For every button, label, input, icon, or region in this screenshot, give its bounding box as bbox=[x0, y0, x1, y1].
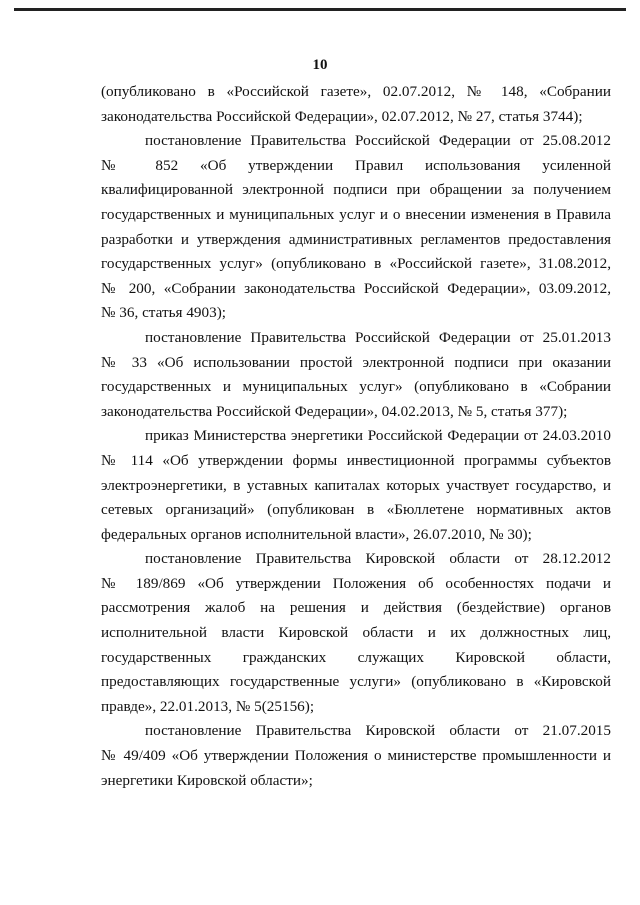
text-line: постановление Правительства Кировской области от 21.07.2015 bbox=[145, 722, 611, 740]
text-line: федеральных органов исполнительной власти», 26.07.2010, № 30); bbox=[101, 525, 532, 543]
text-line: законодательства Российской Федерации», 02.07.2012, № 27, статья 3744); bbox=[101, 107, 583, 125]
text-line: рассмотрения жалоб на решения и действия (бездействие) органов bbox=[101, 599, 611, 617]
text-line: (опубликовано в «Российской газете», 02.07.2012, № 148, «Собрании bbox=[101, 83, 611, 100]
text-line: постановление Правительства Кировской области от 28.12.2012 bbox=[145, 550, 611, 568]
text-line: № 49/409 «Об утверждении Положения о министерстве промышленности и bbox=[101, 747, 611, 765]
text-line: электроэнергетики, в уставных капиталах которых участвует государство, и bbox=[101, 476, 611, 494]
text-line: энергетики Кировской области»; bbox=[101, 771, 313, 789]
text-line: государственных и муниципальных услуг» (опубликовано в «Собрании bbox=[101, 378, 611, 396]
text-line: правде», 22.01.2013, № 5(25156); bbox=[101, 697, 315, 715]
paragraph bbox=[101, 326, 611, 424]
document-body bbox=[101, 80, 611, 793]
text-line: № 200, «Собрании законодательства Российской Федерации», 03.09.2012, bbox=[101, 279, 611, 297]
top-border-line bbox=[14, 8, 626, 11]
text-line: № 114 «Об утверждении формы инвестиционной программы субъектов bbox=[101, 451, 611, 469]
text-line: законодательства Российской Федерации», 04.02.2013, № 5, статья 377); bbox=[101, 402, 568, 420]
text-line: исполнительной власти Кировской области и их должностных лиц, bbox=[101, 624, 611, 642]
text-line: разработки и утверждения административных регламентов предоставления bbox=[101, 230, 611, 248]
text-line: квалифицированной электронной подписи при обращении за получением bbox=[101, 181, 611, 199]
paragraph bbox=[101, 719, 611, 793]
text-line: сетевых организаций» (опубликован в «Бюллетене нормативных актов bbox=[101, 501, 611, 519]
page-number: 10 bbox=[312, 57, 328, 73]
text-line: предоставляющих государственные услуги» (опубликовано в «Кировской bbox=[101, 673, 611, 691]
text-line: постановление Правительства Российской Федерации от 25.01.2013 bbox=[145, 328, 611, 346]
text-line: № 852 «Об утверждении Правил использования усиленной bbox=[101, 156, 611, 174]
text-line: № 189/869 «Об утверждении Положения об особенностях подачи и bbox=[101, 574, 611, 592]
text-line: приказ Министерства энергетики Российской Федерации от 24.03.2010 bbox=[145, 427, 611, 445]
text-line: постановление Правительства Российской Федерации от 25.08.2012 bbox=[145, 132, 611, 150]
paragraph bbox=[101, 547, 611, 719]
paragraph bbox=[101, 129, 611, 326]
paragraph bbox=[101, 80, 611, 129]
paragraph bbox=[101, 424, 611, 547]
text-line: государственных и муниципальных услуг и о внесении изменения в Правила bbox=[101, 205, 611, 223]
text-line: государственных услуг» (опубликовано в «Российской газете», 31.08.2012, bbox=[101, 255, 611, 273]
text-line: государственных гражданских служащих Кировской области, bbox=[101, 648, 611, 666]
text-line: № 36, статья 4903); bbox=[101, 304, 226, 322]
text-line: № 33 «Об использовании простой электронной подписи при оказании bbox=[101, 353, 611, 371]
